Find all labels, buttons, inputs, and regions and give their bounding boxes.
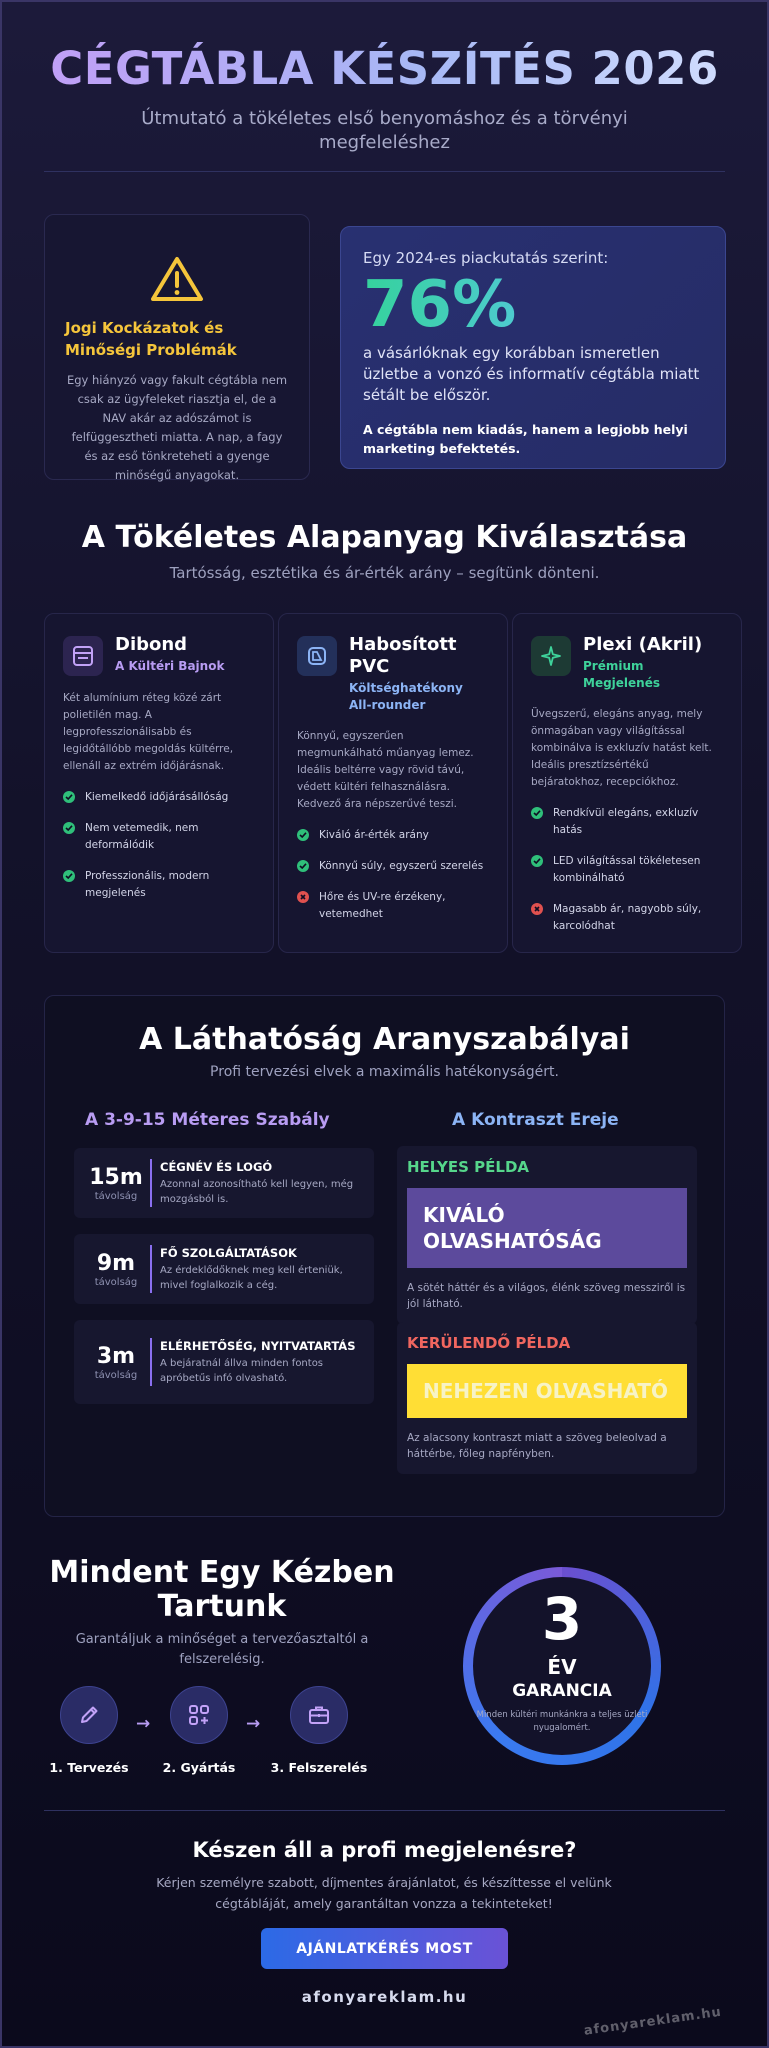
material-description: Könnyű, egyszerűen megmunkálható műanyag lemez. Ideális beltérre vagy rövid távú, védett kültéri felhasználásra. Kedvező ára népszerűvé teszi. [297,730,474,810]
list-item: Nem vetemedik, nem deformálódik [63,820,255,854]
material-tag: Költséghatékony All-rounder [349,681,463,712]
watermark: afonyareklam.hu [583,2004,723,2039]
divider [44,171,725,172]
rule-card-9m [74,1234,374,1304]
material-card-plexi [512,613,742,953]
stat-description: a vásárlóknak egy korábban ismeretlen üzletbe a vonzó és informatív cégtábla miatt sétált be először. [363,344,700,404]
material-tag: Prémium Megjelenés [583,659,660,690]
rule-heading: CÉGNÉV ÉS LOGÓ [160,1160,273,1174]
risk-text: Egy hiányzó vagy fakult cégtábla nem csak az ügyfeleket riasztja el, de a NAV akár az adószámot is felfüggesztheti miatta. A nap, a fagy és az eső tönkreteheti a gyenge minőségű anyagokat. [66,373,288,482]
grid-plus-icon [170,1686,228,1744]
material-tag: A Kültéri Bajnok [115,659,225,673]
arrow-right-icon: → [246,1714,261,1734]
page-subtitle: Útmutató a tökéletes első benyomáshoz és a törvényi megfeleléshez [141,108,628,153]
check-icon [531,807,543,819]
list-item: Könnyű súly, egyszerű szerelés [297,858,489,875]
list-item: Kiváló ár-érték arány [297,827,489,844]
list-item: Hőre és UV-re érzékeny, vetemedhet [297,889,489,923]
check-icon [63,791,75,803]
rule-heading: FŐ SZOLGÁLTATÁSOK [160,1246,297,1260]
material-description: Két alumínium réteg közé zárt polietilén mag. A legprofesszionálisabb és legidőtállóbb megoldás kültérre, ellenáll az extrém időjárásnak. [63,692,234,772]
guarantee-number: 3 [541,1585,583,1653]
step-manufacture [154,1686,244,1775]
list-item: Rendkívül elegáns, exkluzív hatás [531,805,723,839]
request-quote-button[interactable]: AJÁNLATKÉRÉS MOST [261,1928,508,1969]
rule-text: Az érdeklődőknek meg kell érteniük, mivel foglalkozik a cég. [160,1265,343,1291]
check-icon [63,822,75,834]
list-item: Magasabb ár, nagyobb súly, karcolódhat [531,901,723,935]
page-header [0,42,769,155]
step-label: 3. Felszerelés [270,1760,368,1775]
cta-text: Kérjen személyre szabott, díjmentes árajánlatot, és készíttesse el velünk cégtábláját, amely garantáltan vonzza a tekinteteket! [156,1875,612,1911]
guarantee-unit: ÉV [547,1655,577,1679]
list-item: Professzionális, modern megjelenés [63,868,255,902]
material-name: Dibond [115,634,188,655]
rule-unit: távolság [94,1369,138,1381]
material-name: Habosított PVC [349,634,457,677]
bad-example-text: Az alacsony kontraszt miatt a szöveg beleolvad a háttérbe, főleg napfényben. [407,1432,667,1460]
check-icon [297,860,309,872]
risk-title: Jogi Kockázatok és Minőségi Problémák [65,319,237,359]
good-example-card [397,1146,697,1324]
list-item: Kiemelkedő időjárásállóság [63,789,255,806]
page-title: CÉGTÁBLA KÉSZÍTÉS 2026 [0,42,769,95]
warning-icon [150,255,204,303]
rule-distance: 15m [89,1164,143,1190]
materials-title: A Tökéletes Alapanyag Kiválasztása [81,520,688,555]
risk-card [44,214,310,480]
material-points [297,827,489,923]
layout-icon [63,636,103,676]
contrast-title: A Kontraszt Ereje [452,1110,619,1130]
briefcase-icon [290,1686,348,1744]
step-label: 1. Tervezés [49,1760,129,1775]
visibility-title: A Láthatóság Aranyszabályai [139,1022,630,1057]
good-example-text: A sötét háttér és a világos, élénk szöveg messziről is jól látható. [407,1282,686,1310]
rule-card-3m [74,1320,374,1404]
rule-text: A bejáratnál állva minden fontos apróbetűs infó olvasható. [160,1358,324,1384]
material-name: Plexi (Akril) [583,634,703,655]
guarantee-note: Minden kültéri munkánkra a teljes üzleti nyugalomért. [476,1710,648,1733]
palette-icon [297,636,337,676]
step-install [264,1686,374,1775]
step-label: 2. Gyártás [162,1760,236,1775]
bad-example-card [397,1322,697,1474]
material-card-dibond [44,613,274,953]
cross-icon [531,903,543,915]
material-points [531,805,723,935]
rule-distance: 9m [96,1250,136,1276]
process-subtitle: Garantáljuk a minőséget a tervezőasztaltól a felszerelésig. [75,1632,369,1667]
stat-intro: Egy 2024-es piackutatás szerint: [363,249,609,267]
check-icon [297,829,309,841]
footer-domain-link[interactable]: afonyareklam.hu [301,1988,468,2006]
check-icon [63,870,75,882]
stat-highlight: A cégtábla nem kiadás, hanem a legjobb helyi marketing befektetés. [363,422,688,456]
step-design [44,1686,134,1775]
cta-title: Készen áll a profi megjelenésre? [192,1838,577,1862]
rules-title: A 3-9-15 Méteres Szabály [85,1110,330,1130]
bad-example-label: KERÜLENDŐ PÉLDA [407,1334,571,1352]
bad-example-demo: NEHEZEN OLVASHATÓ [407,1364,687,1418]
material-card-pvc [278,613,508,953]
stat-value: 76% [363,267,703,343]
visibility-subtitle: Profi tervezési elvek a maximális hatékonyságért. [210,1064,559,1080]
good-example-demo: KIVÁLÓ OLVASHATÓSÁG [407,1188,687,1268]
pencil-icon [60,1686,118,1744]
list-item: LED világítással tökéletesen kombinálható [531,853,723,887]
arrow-right-icon: → [136,1714,151,1734]
guarantee-label: GARANCIA [512,1681,612,1701]
cross-icon [297,891,309,903]
rule-text: Azonnal azonosítható kell legyen, még mozgásból is. [160,1179,354,1205]
rule-heading: ELÉRHETŐSÉG, NYITVATARTÁS [160,1339,356,1353]
good-example-label: HELYES PÉLDA [407,1158,530,1176]
process-title: Mindent Egy Kézben Tartunk [49,1555,395,1624]
rule-distance: 3m [96,1343,136,1369]
materials-subtitle: Tartósság, esztétika és ár-érték arány – segítünk dönteni. [169,564,600,582]
rule-card-15m [74,1148,374,1218]
stat-card [340,226,726,469]
rule-unit: távolság [94,1190,138,1202]
material-description: Üvegszerű, elegáns anyag, mely önmagában vagy világítással kombinálva is exkluzív hatást kelt. Ideális presztízsértékű bejáratokhoz, recepciókhoz. [531,708,712,788]
divider [44,1810,725,1811]
rule-unit: távolság [94,1276,138,1288]
check-icon [531,855,543,867]
guarantee-ring [463,1567,661,1765]
sparkle-icon [531,636,571,676]
material-points [63,789,255,902]
